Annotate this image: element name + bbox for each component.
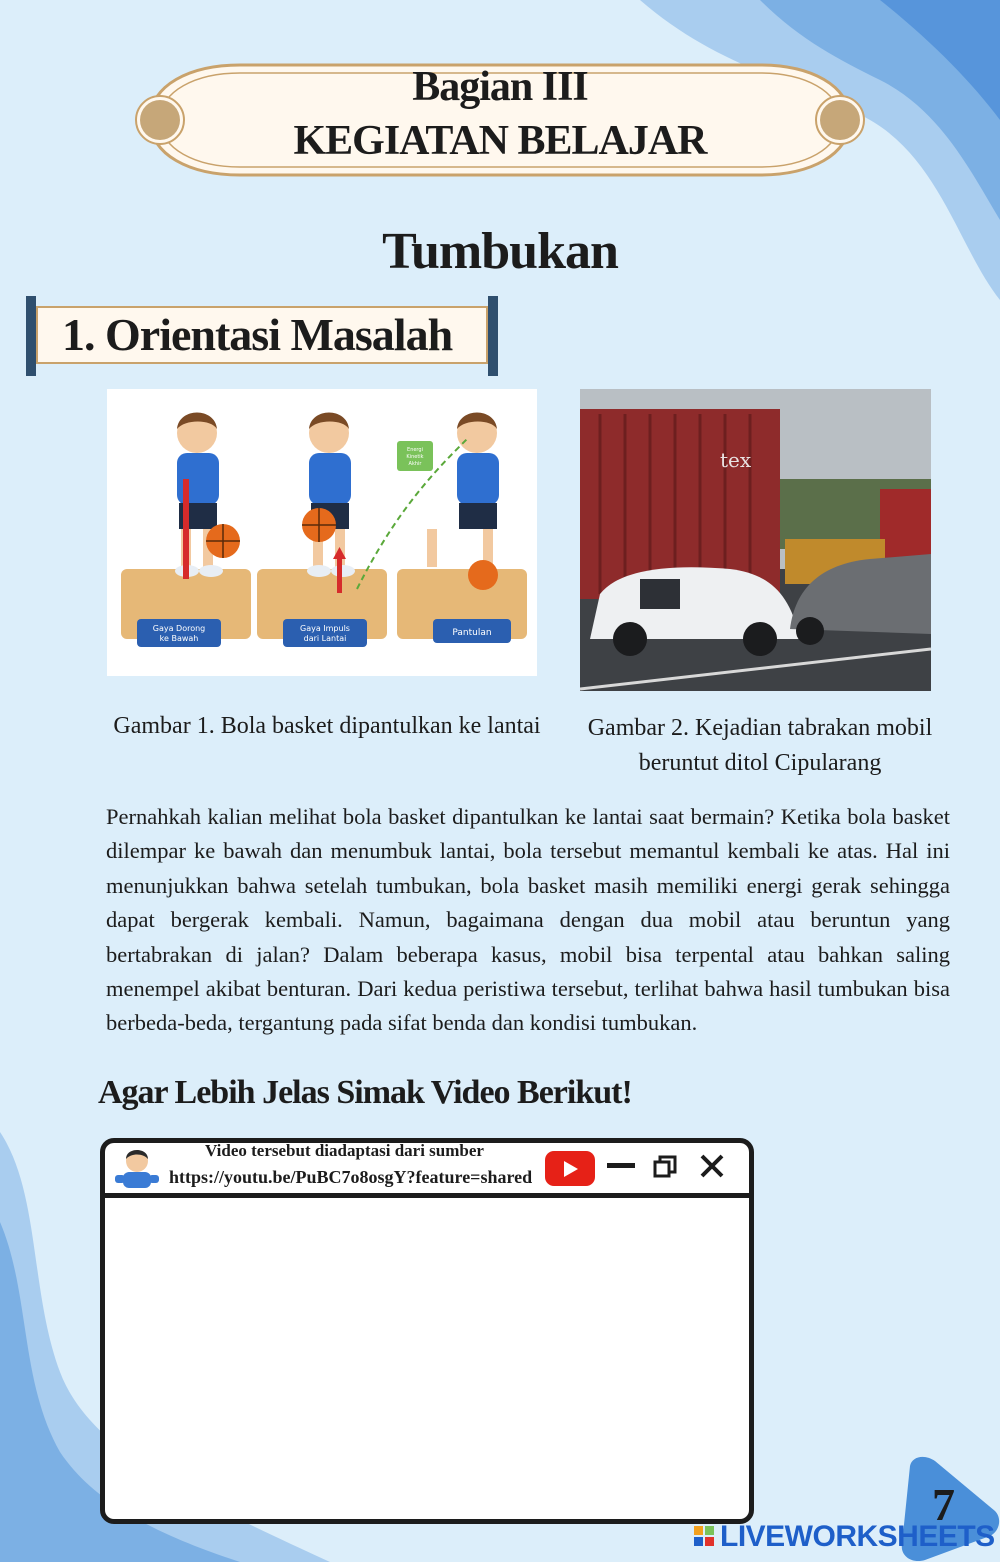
- fig1-label-1a: Gaya Dorong: [152, 624, 206, 633]
- fig1-annotation: Energi: [407, 447, 423, 453]
- liveworksheets-text: LIVEWORKSHEETS: [720, 1520, 995, 1553]
- liveworksheets-logo-icon: [694, 1526, 714, 1546]
- video-source-link[interactable]: https://youtu.be/PuBC7o8osgY?feature=shared: [169, 1167, 533, 1187]
- container-logo-text: tex: [720, 448, 752, 472]
- figure2-caption: [570, 711, 950, 781]
- section-bar-left: [26, 296, 36, 376]
- section-bar-right: [488, 296, 498, 376]
- video-titlebar: [105, 1143, 749, 1198]
- figure2-caption-line1: Gambar 2. Kejadian tabrakan mobil: [587, 715, 933, 741]
- intro-paragraph: Pernahkah kalian melihat bola basket dipantulkan ke lantai saat bermain? Ketika bola basket dilempar ke bawah dan menumbuk lantai, bola tersebut memantul kembali ke atas. Hal ini menunjukkan bahwa setelah tumbukan, bola basket masih memiliki energi gerak sehingga dapat bergerak kembali. Namun, bagaimana dengan dua mobil atau beruntun yang bertabrakan di jalan? Dalam beberapa kasus, mobil bisa terpental atau bahkan saling menempel akibat benturan. Dari kedua peristiwa tersebut, terlihat bahwa hasil tumbukan bisa berbeda-beda, tergantung pada sifat benda dan kondisi tumbukan.: [106, 804, 950, 1036]
- chapter-banner: [120, 55, 880, 185]
- fig1-label-1b: ke Bawah: [159, 634, 199, 643]
- video-heading: Agar Lebih Jelas Simak Video Berikut!: [98, 1074, 632, 1111]
- car-crash-photo: [580, 389, 931, 691]
- banner-title-line2: KEGIATAN BELAJAR: [293, 118, 707, 164]
- liveworksheets-brand: [694, 1520, 995, 1554]
- restore-icon[interactable]: [653, 1155, 677, 1179]
- student-avatar-icon: [111, 1145, 163, 1191]
- section-heading: [26, 296, 498, 376]
- figure-car-crash: [580, 389, 931, 691]
- figure1-caption: Gambar 1. Bola basket dipantulkan ke lantai: [113, 713, 541, 739]
- figure-basketball-bounce: [107, 389, 537, 676]
- svg-text:Kinetik: Kinetik: [406, 454, 424, 460]
- fig1-label-2b: dari Lantai: [303, 634, 347, 643]
- figure2-caption-line2: beruntut ditol Cipularang: [638, 750, 882, 776]
- video-source-line1: Video tersebut diadaptasi dari sumber: [205, 1141, 484, 1160]
- youtube-play-icon[interactable]: [545, 1151, 595, 1186]
- section-title: 1. Orientasi Masalah: [36, 306, 488, 364]
- svg-text:Akhir: Akhir: [408, 461, 422, 467]
- topic-title: Tumbukan: [382, 223, 618, 280]
- close-icon[interactable]: [699, 1153, 725, 1179]
- panel-2: [257, 413, 387, 648]
- video-window[interactable]: [100, 1138, 754, 1524]
- banner-title-line1: Bagian III: [412, 64, 588, 110]
- fig1-label-2a: Gaya Impuls: [300, 624, 350, 633]
- fig1-label-3: Pantulan: [452, 628, 492, 638]
- basketball-illustration: [107, 389, 537, 676]
- page-number: 7: [932, 1479, 955, 1530]
- minimize-icon[interactable]: [607, 1163, 635, 1168]
- panel-1: [121, 413, 251, 648]
